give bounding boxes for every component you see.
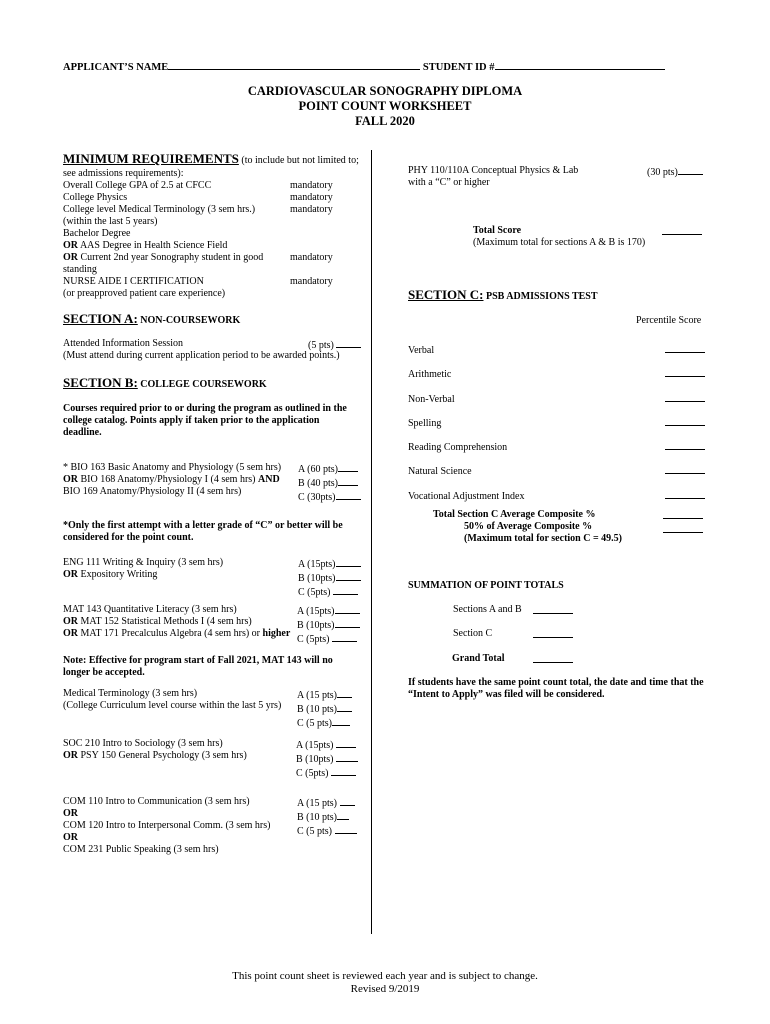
section-c-max-note: (Maximum total for section C = 49.5) xyxy=(464,533,622,544)
and-label: AND xyxy=(258,474,280,485)
bio-courses xyxy=(63,462,281,498)
or-label: OR xyxy=(63,808,78,819)
summation-heading: SUMMATION OF POINT TOTALS xyxy=(408,580,564,591)
section-a-title: SECTION A: xyxy=(63,311,138,326)
psb-blanks xyxy=(665,339,705,509)
section-c-title: SECTION C: xyxy=(408,287,484,302)
grand-total-blank-wrap xyxy=(533,653,573,667)
course-label: PHY 110/110A Conceptual Physics & Lab xyxy=(408,165,579,176)
applicant-name-field[interactable] xyxy=(168,60,420,70)
mat-effective-note xyxy=(63,655,333,679)
test-score-blank[interactable] xyxy=(665,416,705,426)
sum-c-blank[interactable] xyxy=(533,628,573,638)
note-line: “Intent to Apply” was filed will be considered. xyxy=(408,689,605,700)
test-score-blank[interactable] xyxy=(665,440,705,450)
points-blank[interactable] xyxy=(332,716,350,726)
min-nurse: NURSE AIDE I CERTIFICATION xyxy=(63,276,204,287)
test-label: Verbal xyxy=(408,345,435,356)
sum-ab-label: Sections A and B xyxy=(453,604,522,615)
section-c-half-label: 50% of Average Composite % xyxy=(464,521,593,532)
points-label: C (5pts) xyxy=(297,634,330,645)
test-label: Reading Comprehension xyxy=(408,442,508,454)
min-aas-text: AAS Degree in Health Science Field xyxy=(78,240,228,251)
course-label: * BIO 163 Basic Anatomy and Physiology (5 sem hrs) xyxy=(63,462,282,473)
intro-line: deadline. xyxy=(63,427,102,438)
points-label: A (15pts) xyxy=(298,559,336,570)
points-blank[interactable] xyxy=(332,632,357,642)
mandatory-column xyxy=(290,180,333,216)
points-label: B (10pts) xyxy=(298,573,336,584)
sum-ab-blank[interactable] xyxy=(533,604,573,614)
points-label: B (10 pts) xyxy=(297,812,337,823)
column-divider xyxy=(371,150,372,934)
or-label: OR xyxy=(63,616,78,627)
mat-courses xyxy=(63,604,290,640)
course-label: COM 110 Intro to Communication (3 sem hrs) xyxy=(63,796,250,807)
test-label: Spelling xyxy=(408,417,442,429)
applicant-name-label: APPLICANT’S NAME xyxy=(63,62,169,73)
or-label: OR xyxy=(63,750,78,761)
title-line-2: POINT COUNT WORKSHEET xyxy=(298,99,472,113)
eng-points xyxy=(298,557,361,599)
mandatory-label: mandatory xyxy=(290,180,333,191)
course-label: COM 231 Public Speaking (3 sem hrs) xyxy=(63,844,219,855)
total-score-label: Total Score xyxy=(473,225,522,236)
points-blank[interactable] xyxy=(336,738,356,748)
test-score-blank[interactable] xyxy=(665,464,705,474)
psb-tests xyxy=(408,339,524,509)
info-session-blank[interactable] xyxy=(336,338,361,348)
min-current-text: Current 2nd year Sonography student in good xyxy=(78,252,264,263)
points-label: B (10pts) xyxy=(297,620,335,631)
note-line: considered for the point count. xyxy=(63,532,194,543)
points-label: (30 pts) xyxy=(647,167,678,178)
min-within: (within the last 5 years) xyxy=(63,216,158,227)
section-a-heading xyxy=(63,313,240,327)
course-label: BIO 169 Anatomy/Physiology II (4 sem hrs) xyxy=(63,486,242,497)
course-label: BIO 168 Anatomy/Physiology I (4 sem hrs) xyxy=(78,474,258,485)
com-courses xyxy=(63,796,270,856)
points-blank[interactable] xyxy=(678,165,703,175)
min-row-label: Overall College GPA of 2.5 at CFCC xyxy=(63,180,212,191)
minimum-requirements xyxy=(63,153,359,167)
points-label: B (10pts) xyxy=(296,754,334,765)
or-label: OR xyxy=(63,474,78,485)
grand-total-blank[interactable] xyxy=(533,653,573,663)
note-line: *Only the first attempt with a letter grade of “C” or better will be xyxy=(63,520,343,531)
points-blank[interactable] xyxy=(331,766,356,776)
points-blank[interactable] xyxy=(335,824,357,834)
minimum-note: see admissions requirements): xyxy=(63,168,184,179)
min-row-medterm xyxy=(63,204,263,216)
note-line: Note: Effective for program start of Fall 2021, MAT 143 will no xyxy=(63,655,333,666)
points-blank[interactable] xyxy=(335,604,360,614)
points-blank[interactable] xyxy=(336,557,361,567)
sum-ab-row xyxy=(453,604,522,616)
intro-line: college catalog. Points apply if taken prior to the application xyxy=(63,415,320,426)
points-blank[interactable] xyxy=(336,490,361,500)
physics-row xyxy=(408,165,578,189)
student-id-label: STUDENT ID # xyxy=(422,62,495,73)
first-attempt-note xyxy=(63,520,343,544)
section-b-heading xyxy=(63,377,267,391)
revision-date: Revised 9/2019 xyxy=(350,983,420,995)
test-score-blank[interactable] xyxy=(665,392,705,402)
points-label: C (5pts) xyxy=(298,587,331,598)
mandatory-label: mandatory xyxy=(290,252,333,263)
percentile-score-label: Percentile Score xyxy=(636,315,702,326)
points-blank[interactable] xyxy=(336,752,358,762)
soc-courses xyxy=(63,738,247,762)
points-label: A (60 pts) xyxy=(298,464,338,475)
mandatory-label: mandatory xyxy=(290,192,333,203)
intro-line: Courses required prior to or during the program as outlined in the xyxy=(63,403,347,414)
section-b-intro xyxy=(63,403,347,439)
med-courses xyxy=(63,688,281,712)
course-label: MAT 152 Statistical Methods I (4 sem hrs) xyxy=(78,616,252,627)
minimum-heading: MINIMUM REQUIREMENTS xyxy=(63,151,239,166)
mandatory-label: mandatory xyxy=(290,276,333,287)
applicant-row xyxy=(63,60,665,74)
title-line-1: CARDIOVASCULAR SONOGRAPHY DIPLOMA xyxy=(247,84,523,98)
min-current xyxy=(63,252,263,264)
eng-courses xyxy=(63,557,223,581)
points-blank[interactable] xyxy=(336,571,361,581)
points-blank[interactable] xyxy=(337,688,352,698)
course-label: MAT 143 Quantitative Literacy (3 sem hrs) xyxy=(63,604,237,615)
sum-ab-blank-wrap xyxy=(533,604,573,618)
minimum-heading-note: (to include but not limited to; xyxy=(241,155,359,166)
note-line: longer be accepted. xyxy=(63,667,145,678)
test-label: Vocational Adjustment Index xyxy=(408,490,525,502)
soc-points xyxy=(296,738,358,780)
points-label: B (10 pts) xyxy=(297,704,337,715)
section-c-total-label: Total Section C Average Composite % xyxy=(433,509,596,520)
physics-points xyxy=(647,165,703,179)
mat-points xyxy=(297,604,360,646)
note-line: If students have the same point count total, the date and time that the xyxy=(408,677,704,688)
min-aas xyxy=(63,240,263,252)
med-points xyxy=(297,688,352,730)
section-c-half-blank[interactable] xyxy=(663,523,703,533)
section-c-total-blank[interactable] xyxy=(663,509,703,519)
footer-note: This point count sheet is reviewed each year and is subject to change. xyxy=(232,970,538,982)
points-label: A (15pts) xyxy=(296,740,334,751)
student-id-field[interactable] xyxy=(495,60,665,70)
points-label: C (5 pts) xyxy=(297,826,332,837)
points-blank[interactable] xyxy=(333,585,358,595)
or-label: OR xyxy=(63,240,78,251)
min-standing: standing xyxy=(63,264,97,275)
sum-c-label: Section C xyxy=(453,628,493,639)
points-label: B (40 pts) xyxy=(298,478,338,489)
section-b-subtitle: COLLEGE COURSEWORK xyxy=(140,379,267,390)
test-score-blank[interactable] xyxy=(665,367,705,377)
points-label: (5 pts) xyxy=(308,340,334,351)
test-label: Non-Verbal xyxy=(408,393,455,405)
points-blank[interactable] xyxy=(338,462,358,472)
total-score-blank-wrap xyxy=(662,225,702,239)
tie-breaker-note xyxy=(408,677,704,701)
sum-c-blank-wrap xyxy=(533,628,573,642)
course-label: Medical Terminology (3 sem hrs) xyxy=(63,688,198,699)
points-blank[interactable] xyxy=(338,476,358,486)
or-label: OR xyxy=(63,832,78,843)
course-label: (College Curriculum level course within the last 5 yrs) xyxy=(63,700,282,711)
points-label: C (30pts) xyxy=(298,492,336,503)
section-b-title: SECTION B: xyxy=(63,375,138,390)
course-label: SOC 210 Intro to Sociology (3 sem hrs) xyxy=(63,738,223,749)
test-score-blank[interactable] xyxy=(665,489,705,499)
com-points xyxy=(297,796,357,838)
section-c-heading xyxy=(408,289,598,303)
test-label: Arithmetic xyxy=(408,369,452,381)
course-label: ENG 111 Writing & Inquiry (3 sem hrs) xyxy=(63,557,224,568)
section-c-subtitle: PSB ADMISSIONS TEST xyxy=(486,291,598,302)
points-blank[interactable] xyxy=(335,618,360,628)
min-row-gpa xyxy=(63,180,263,192)
min-bachelor: Bachelor Degree xyxy=(63,228,131,239)
course-label: PSY 150 General Psychology (3 sem hrs) xyxy=(78,750,247,761)
points-blank[interactable] xyxy=(337,702,352,712)
course-label: COM 120 Intro to Interpersonal Comm. (3 sem hrs) xyxy=(63,820,271,831)
course-note: with a “C” or higher xyxy=(408,177,490,188)
min-preapproved: (or preapproved patient care experience) xyxy=(63,288,226,299)
or-label: OR xyxy=(63,628,78,639)
points-label: A (15pts) xyxy=(297,606,335,617)
info-session-label: Attended Information Session xyxy=(63,338,183,349)
test-label: Natural Science xyxy=(408,466,472,478)
points-blank[interactable] xyxy=(337,810,349,820)
test-score-blank[interactable] xyxy=(665,343,705,353)
points-label: A (15 pts) xyxy=(297,798,337,809)
grand-total-label: Grand Total xyxy=(452,653,505,664)
section-c-total-blanks xyxy=(663,509,703,537)
higher-label: higher xyxy=(262,628,291,639)
section-a-subtitle: NON-COURSEWORK xyxy=(140,315,241,326)
course-label: Expository Writing xyxy=(78,569,158,580)
document-title xyxy=(0,84,770,129)
footer xyxy=(0,970,770,996)
points-blank[interactable] xyxy=(340,796,355,806)
or-label: OR xyxy=(63,252,78,263)
bio-points xyxy=(298,462,361,504)
total-score-blank[interactable] xyxy=(662,225,702,235)
points-label: C (5pts) xyxy=(296,768,329,779)
or-label: OR xyxy=(63,569,78,580)
title-line-3: FALL 2020 xyxy=(355,114,415,128)
min-row-label: College level Medical Terminology (3 sem hrs.) xyxy=(63,204,256,215)
total-score-note: (Maximum total for sections A & B is 170) xyxy=(473,237,646,248)
mandatory-label: mandatory xyxy=(290,204,333,215)
min-row-physics xyxy=(63,192,263,204)
info-session-note: (Must attend during current application period to be awarded points.) xyxy=(63,350,340,361)
min-row-label: College Physics xyxy=(63,192,128,203)
course-label: MAT 171 Precalculus Algebra (4 sem hrs) or xyxy=(78,628,263,639)
minimum-list xyxy=(63,168,263,300)
points-label: C (5 pts) xyxy=(297,718,332,729)
points-label: A (15 pts) xyxy=(297,690,337,701)
